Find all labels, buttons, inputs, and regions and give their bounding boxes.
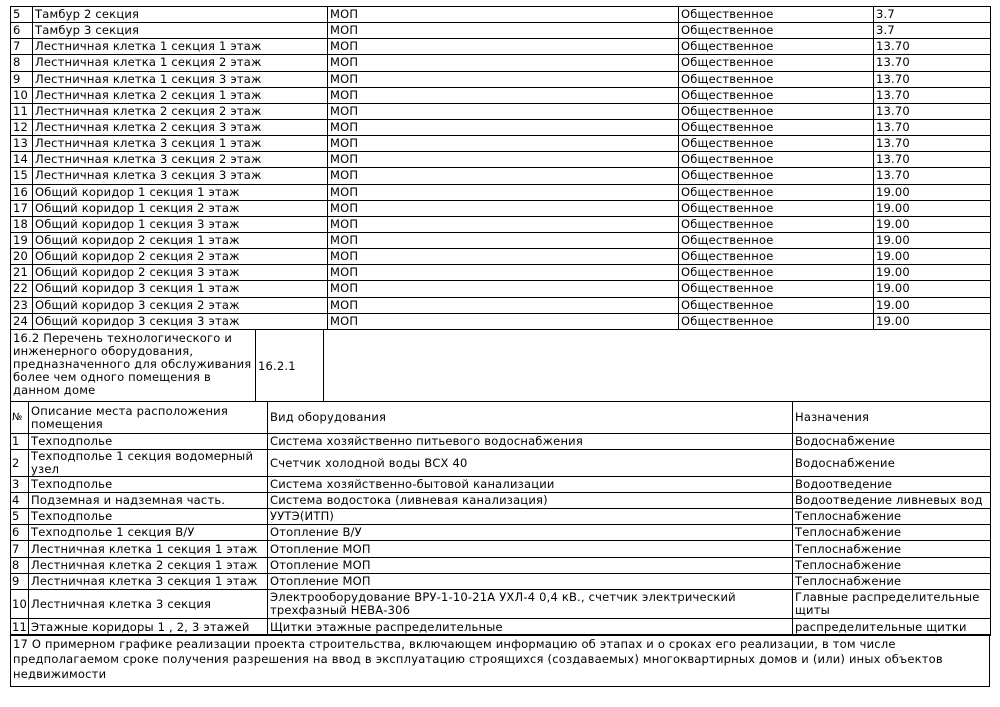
- room-name: Лестничная клетка 3 секция 1 этаж: [33, 136, 328, 152]
- table-row: [11, 313, 991, 329]
- row-number: 8: [11, 558, 29, 574]
- equipment-purpose: Водоотведение ливневых вод: [793, 493, 991, 509]
- equipment-purpose: Водоснабжение: [793, 434, 991, 450]
- room-type: МОП: [328, 71, 679, 87]
- equipment-purpose: Теплоснабжение: [793, 558, 991, 574]
- room-name: Лестничная клетка 3 секция 2 этаж: [33, 152, 328, 168]
- table-row: [11, 450, 991, 477]
- room-type: МОП: [328, 7, 679, 23]
- room-type: МОП: [328, 103, 679, 119]
- table-row: [11, 281, 991, 297]
- table-row: [11, 71, 991, 87]
- room-area: 13.70: [874, 71, 991, 87]
- equipment-place: Техподполье: [29, 434, 268, 450]
- room-area: 19.00: [874, 249, 991, 265]
- equipment-type: Отопление МОП: [268, 558, 793, 574]
- equipment-place: Техподполье: [29, 509, 268, 525]
- room-area: 19.00: [874, 216, 991, 232]
- common-areas-table: [10, 6, 991, 330]
- room-area: 19.00: [874, 232, 991, 248]
- room-kind: Общественное: [679, 136, 874, 152]
- row-number: 4: [11, 493, 29, 509]
- equipment-type: Электрооборудование ВРУ-1-10-21А УХЛ-4 0,4 кВ., счетчик электрический трехфазный НЕВА-306: [268, 590, 793, 619]
- row-number: 5: [11, 7, 33, 23]
- room-type: МОП: [328, 136, 679, 152]
- room-name: Лестничная клетка 2 секция 1 этаж: [33, 87, 328, 103]
- header-equipment: Вид оборудования: [268, 402, 793, 434]
- table-row: [11, 297, 991, 313]
- room-kind: Общественное: [679, 200, 874, 216]
- equipment-type: Отопление МОП: [268, 541, 793, 558]
- room-kind: Общественное: [679, 216, 874, 232]
- table-row: [11, 509, 991, 525]
- section-16-2-code: 16.2.1: [256, 330, 324, 402]
- room-name: Тамбур 3 секция: [33, 23, 328, 39]
- row-number: 24: [11, 313, 33, 329]
- room-type: МОП: [328, 297, 679, 313]
- table-row: [11, 39, 991, 55]
- equipment-place: Техподполье: [29, 477, 268, 493]
- equipment-place: Лестничная клетка 1 секция 1 этаж: [29, 541, 268, 558]
- room-area: 13.70: [874, 55, 991, 71]
- room-type: МОП: [328, 265, 679, 281]
- section-16-2-value: [324, 330, 991, 402]
- row-number: 2: [11, 450, 29, 477]
- room-type: МОП: [328, 119, 679, 135]
- row-number: 11: [12, 619, 28, 634]
- room-area: 19.00: [874, 281, 991, 297]
- table-row: [11, 119, 991, 135]
- section-17: [10, 634, 990, 687]
- equipment-place: Этажные коридоры 1 , 2, 3 этажей: [29, 619, 268, 636]
- room-name: Лестничная клетка 3 секция 3 этаж: [33, 168, 328, 184]
- equipment-table-header: [11, 402, 991, 434]
- table-row: [11, 525, 991, 541]
- room-name: Лестничная клетка 1 секция 1 этаж: [33, 39, 328, 55]
- room-area: 19.00: [874, 297, 991, 313]
- equipment-type: Счетчик холодной воды ВСХ 40: [268, 450, 793, 477]
- row-number: 7: [11, 39, 33, 55]
- row-number: 9: [11, 574, 29, 590]
- room-name: Общий коридор 3 секция 3 этаж: [33, 313, 328, 329]
- room-kind: Общественное: [679, 152, 874, 168]
- row-number: 16: [11, 184, 33, 200]
- header-purpose: Назначения: [793, 402, 991, 434]
- room-area: 19.00: [874, 184, 991, 200]
- room-area: 3.7: [874, 7, 991, 23]
- equipment-place: Лестничная клетка 2 секция 1 этаж: [29, 558, 268, 574]
- table-row: [11, 619, 991, 636]
- row-number: 20: [11, 249, 33, 265]
- room-kind: Общественное: [679, 249, 874, 265]
- row-number: 18: [11, 216, 33, 232]
- equipment-purpose: распределительные щитки: [793, 619, 991, 636]
- room-area: 13.70: [874, 136, 991, 152]
- room-name: Тамбур 2 секция: [33, 7, 328, 23]
- room-type: МОП: [328, 232, 679, 248]
- equipment-purpose: Водоотведение: [793, 477, 991, 493]
- header-number: №: [11, 402, 29, 434]
- room-name: Общий коридор 2 секция 3 этаж: [33, 265, 328, 281]
- room-type: МОП: [328, 55, 679, 71]
- room-kind: Общественное: [679, 87, 874, 103]
- room-area: 13.70: [874, 119, 991, 135]
- room-name: Общий коридор 3 секция 2 этаж: [33, 297, 328, 313]
- room-type: МОП: [328, 168, 679, 184]
- table-row: [11, 477, 991, 493]
- equipment-place: Лестничная клетка 3 секция: [29, 590, 268, 619]
- room-type: МОП: [328, 313, 679, 329]
- room-area: 13.70: [874, 39, 991, 55]
- room-kind: Общественное: [679, 313, 874, 329]
- table-row: [11, 23, 991, 39]
- row-number: 14: [11, 152, 33, 168]
- row-number: 22: [11, 281, 33, 297]
- table-row: [11, 216, 991, 232]
- room-kind: Общественное: [679, 297, 874, 313]
- table-row: [11, 87, 991, 103]
- row-number: 3: [11, 477, 29, 493]
- room-type: МОП: [328, 249, 679, 265]
- equipment-place: Техподполье 1 секция водомерный узел: [29, 450, 268, 477]
- room-name: Лестничная клетка 1 секция 2 этаж: [33, 55, 328, 71]
- equipment-type: Щитки этажные распределительные: [268, 619, 793, 636]
- room-kind: Общественное: [679, 55, 874, 71]
- header-place: Описание места расположения помещения: [29, 402, 268, 434]
- section-17-title: 17 О примерном графике реализации проекта строительства, включающем информацию об этапах и о сроках его реализации, в том числе предполагаемом сроке получения разрешения на ввод в эксплуатацию строящихся (создаваемых) многоквартирных домов и (или) иных объектов недвижимости: [11, 635, 990, 687]
- table-row: [11, 55, 991, 71]
- room-area: 3.7: [874, 23, 991, 39]
- room-name: Общий коридор 2 секция 2 этаж: [33, 249, 328, 265]
- room-kind: Общественное: [679, 232, 874, 248]
- section-16-2-header: [10, 329, 991, 402]
- room-area: 13.70: [874, 168, 991, 184]
- room-kind: Общественное: [679, 281, 874, 297]
- table-row: [11, 103, 991, 119]
- equipment-purpose: Водоснабжение: [793, 450, 991, 477]
- row-number: 9: [11, 71, 33, 87]
- room-kind: Общественное: [679, 265, 874, 281]
- equipment-purpose: Теплоснабжение: [793, 541, 991, 558]
- table-row: [11, 434, 991, 450]
- room-type: МОП: [328, 281, 679, 297]
- room-name: Общий коридор 1 секция 2 этаж: [33, 200, 328, 216]
- row-number: 7: [11, 541, 29, 558]
- row-number: 5: [11, 509, 29, 525]
- equipment-type: УУТЭ(ИТП): [268, 509, 793, 525]
- room-kind: Общественное: [679, 39, 874, 55]
- table-row: [11, 232, 991, 248]
- table-row: [11, 590, 991, 619]
- row-number: 6: [11, 23, 33, 39]
- room-type: МОП: [328, 152, 679, 168]
- row-number: 17: [11, 200, 33, 216]
- room-name: Общий коридор 1 секция 3 этаж: [33, 216, 328, 232]
- table-row: [11, 168, 991, 184]
- room-name: Общий коридор 2 секция 1 этаж: [33, 232, 328, 248]
- equipment-place: Техподполье 1 секция В/У: [29, 525, 268, 541]
- table-row: [11, 200, 991, 216]
- room-name: Лестничная клетка 2 секция 3 этаж: [33, 119, 328, 135]
- room-type: МОП: [328, 87, 679, 103]
- row-number: 10: [11, 87, 33, 103]
- room-type: МОП: [328, 39, 679, 55]
- room-kind: Общественное: [679, 7, 874, 23]
- equipment-type: Отопление МОП: [268, 574, 793, 590]
- room-name: Лестничная клетка 2 секция 2 этаж: [33, 103, 328, 119]
- table-row: [11, 136, 991, 152]
- row-number: 1: [11, 434, 29, 450]
- equipment-purpose: Теплоснабжение: [793, 509, 991, 525]
- table-row: [11, 541, 991, 558]
- row-number: 21: [11, 265, 33, 281]
- room-kind: Общественное: [679, 103, 874, 119]
- table-row: [11, 184, 991, 200]
- room-type: МОП: [328, 23, 679, 39]
- row-number: 19: [11, 232, 33, 248]
- equipment-purpose: Главные распределительные щиты: [793, 590, 991, 619]
- equipment-place: Лестничная клетка 3 секция 1 этаж: [29, 574, 268, 590]
- table-row: [11, 574, 991, 590]
- row-number: 13: [11, 136, 33, 152]
- room-type: МОП: [328, 200, 679, 216]
- room-area: 13.70: [874, 152, 991, 168]
- room-kind: Общественное: [679, 71, 874, 87]
- row-number: 12: [11, 119, 33, 135]
- room-name: Лестничная клетка 1 секция 3 этаж: [33, 71, 328, 87]
- equipment-place: Подземная и надземная часть.: [29, 493, 268, 509]
- row-number: 10: [11, 590, 29, 619]
- room-kind: Общественное: [679, 184, 874, 200]
- section-16-2-title: 16.2 Перечень технологического и инженерного оборудования, предназначенного для обслуживания более чем одного помещения в данном доме: [11, 330, 256, 402]
- room-area: 19.00: [874, 265, 991, 281]
- row-number: 15: [11, 168, 33, 184]
- row-number: 23: [11, 297, 33, 313]
- equipment-purpose: Теплоснабжение: [793, 574, 991, 590]
- room-type: МОП: [328, 216, 679, 232]
- table-row: [11, 493, 991, 509]
- equipment-type: Отопление В/У: [268, 525, 793, 541]
- equipment-purpose: Теплоснабжение: [793, 525, 991, 541]
- table-row: [11, 152, 991, 168]
- row-number: 6: [11, 525, 29, 541]
- equipment-table: [10, 401, 991, 636]
- room-area: 13.70: [874, 87, 991, 103]
- table-row: [11, 558, 991, 574]
- table-row: [11, 7, 991, 23]
- room-type: МОП: [328, 184, 679, 200]
- room-name: Общий коридор 1 секция 1 этаж: [33, 184, 328, 200]
- room-kind: Общественное: [679, 23, 874, 39]
- room-area: 19.00: [874, 313, 991, 329]
- room-kind: Общественное: [679, 168, 874, 184]
- table-row: [11, 265, 991, 281]
- table-row: [11, 249, 991, 265]
- row-number: 8: [11, 55, 33, 71]
- room-kind: Общественное: [679, 119, 874, 135]
- room-area: 13.70: [874, 103, 991, 119]
- room-area: 19.00: [874, 200, 991, 216]
- equipment-type: Система хозяйственно-бытовой канализации: [268, 477, 793, 493]
- room-name: Общий коридор 3 секция 1 этаж: [33, 281, 328, 297]
- row-number: 11: [11, 103, 33, 119]
- equipment-type: Система хозяйственно питьевого водоснабжения: [268, 434, 793, 450]
- equipment-type: Система водостока (ливневая канализация): [268, 493, 793, 509]
